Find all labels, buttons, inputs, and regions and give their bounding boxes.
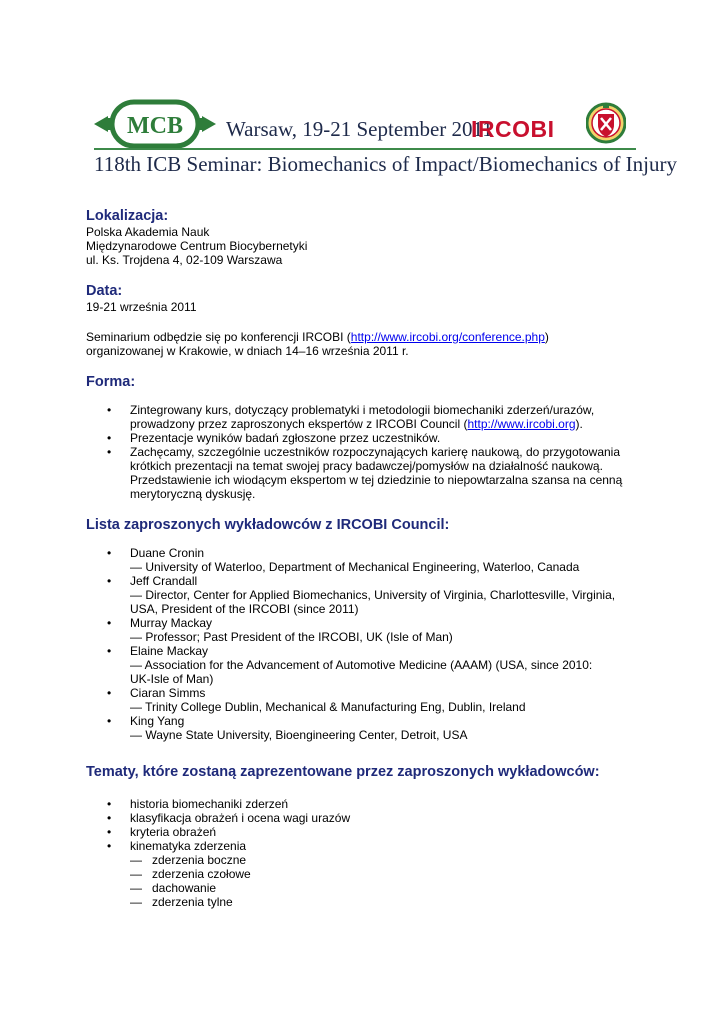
- bullet-icon: •: [107, 546, 112, 560]
- topic-subitem-text: zderzenia boczne: [152, 853, 247, 867]
- lecturers-heading: Lista zaproszonych wykładowców z IRCOBI Council:: [86, 517, 450, 533]
- date-note-text: Seminarium odbędzie się po konferencji IRCOBI (: [86, 330, 351, 344]
- ircobi-link[interactable]: http://www.ircobi.org: [467, 417, 576, 431]
- bullet-icon: •: [107, 445, 112, 459]
- form-item-text: prowadzony przez zaproszonych ekspertów z IRCOBI Council (: [130, 417, 468, 431]
- page-header: [94, 96, 636, 152]
- dash-icon: —: [130, 867, 142, 881]
- form-item-text: merytoryczną dyskusję.: [130, 487, 256, 501]
- topic-text: klasyfikacja obrażeń i ocena wagi urazów: [130, 811, 351, 825]
- date-note-text: ): [544, 330, 549, 344]
- location-line: Międzynarodowe Centrum Biocybernetyki: [86, 239, 308, 253]
- date-heading: Data:: [86, 283, 123, 299]
- header-rule: [94, 148, 636, 150]
- lecturer-affiliation: — Professor; Past President of the IRCOBI, UK (Isle of Man): [130, 630, 453, 644]
- bullet-icon: •: [107, 403, 112, 417]
- date-note-line: organizowanej w Krakowie, w dniach 14–16 września 2011 r.: [86, 344, 409, 358]
- topic-text: historia biomechaniki zderzeń: [130, 797, 289, 811]
- crest-icon: [586, 101, 626, 147]
- list-item: [86, 839, 646, 853]
- topics-heading: Tematy, które zostaną zaprezentowane przez zaproszonych wykładowców:: [86, 764, 600, 780]
- svg-text:MCB: MCB: [127, 113, 183, 139]
- list-item: [86, 811, 646, 825]
- form-item-text: Przedstawienie ich wiodącym ekspertom w tej dziedzinie to niepowtarzalna szansa na cenną: [130, 473, 623, 487]
- lecturer-name: Murray Mackay: [130, 616, 213, 630]
- seminar-title: 118th ICB Seminar: Biomechanics of Impact/Biomechanics of Injury: [94, 152, 678, 176]
- bullet-icon: •: [107, 839, 112, 853]
- lecturer-affiliation: — Wayne State University, Bioengineering Center, Detroit, USA: [130, 728, 468, 742]
- location-line: Polska Akademia Nauk: [86, 225, 210, 239]
- form-item-text: ).: [575, 417, 583, 431]
- mcb-logo: [94, 96, 216, 152]
- form-item-text: Prezentacje wyników badań zgłoszone przez uczestników.: [130, 431, 441, 445]
- list-item: [86, 616, 646, 644]
- topic-text: kryteria obrażeń: [130, 825, 217, 839]
- topic-subitem-text: zderzenia czołowe: [152, 867, 251, 881]
- topic-text: kinematyka zderzenia: [130, 839, 247, 853]
- lecturer-affiliation: — Director, Center for Applied Biomechanics, University of Virginia, Charlottesville, Virginia,: [130, 588, 616, 602]
- dash-icon: —: [130, 895, 142, 909]
- bullet-icon: •: [107, 811, 112, 825]
- form-item-text: Zachęcamy, szczególnie uczestników rozpoczynających karierę naukową, do przygotowania: [130, 445, 621, 459]
- topic-subitem: [86, 895, 646, 909]
- lecturers-list: [86, 546, 646, 742]
- header-date: Warsaw, 19-21 September 2011: [226, 117, 493, 141]
- list-item: [86, 431, 646, 445]
- ircobi-conference-link[interactable]: http://www.ircobi.org/conference.php: [350, 330, 545, 344]
- topic-subitem-text: zderzenia tylne: [152, 895, 233, 909]
- topic-subitem-text: dachowanie: [152, 881, 217, 895]
- topics-list: [86, 797, 646, 853]
- lecturer-affiliation: UK-Isle of Man): [130, 672, 214, 686]
- lecturer-name: Elaine Mackay: [130, 644, 209, 658]
- bullet-icon: •: [107, 574, 112, 588]
- document-content: [86, 206, 646, 909]
- list-item: [86, 825, 646, 839]
- lecturer-affiliation: — University of Waterloo, Department of Mechanical Engineering, Waterloo, Canada: [130, 560, 580, 574]
- date-note: [86, 330, 646, 344]
- list-item: [86, 574, 646, 616]
- form-list: [86, 403, 646, 501]
- topic-subitem: [86, 853, 646, 867]
- list-item: [86, 403, 646, 431]
- list-item: [86, 445, 646, 501]
- bullet-icon: •: [107, 825, 112, 839]
- bullet-icon: •: [107, 714, 112, 728]
- lecturer-name: Duane Cronin: [130, 546, 205, 560]
- list-item: [86, 546, 646, 574]
- location-heading: Lokalizacja:: [86, 208, 169, 224]
- lecturer-affiliation: USA, President of the IRCOBI (since 2011): [130, 602, 359, 616]
- list-item: [86, 797, 646, 811]
- lecturer-affiliation: — Trinity College Dublin, Mechanical & Manufacturing Eng, Dublin, Ireland: [130, 700, 526, 714]
- lecturer-affiliation: — Association for the Advancement of Automotive Medicine (AAAM) (USA, since 2010:: [130, 658, 593, 672]
- ircobi-logo: IRCOBI: [471, 116, 555, 142]
- topic-subitem: [86, 881, 646, 895]
- lecturer-name: Ciaran Simms: [130, 686, 206, 700]
- bullet-icon: •: [107, 616, 112, 630]
- form-item-text: Zintegrowany kurs, dotyczący problematyki i metodologii biomechaniki zderzeń/urazów,: [130, 403, 595, 417]
- bullet-icon: •: [107, 431, 112, 445]
- list-item: [86, 714, 646, 742]
- form-item-text: krótkich prezentacji na temat swojej pracy badawczej/pomysłów na działalność naukową.: [130, 459, 603, 473]
- bullet-icon: •: [107, 797, 112, 811]
- bullet-icon: •: [107, 686, 112, 700]
- topic-subitem: [86, 867, 646, 881]
- lecturer-name: King Yang: [130, 714, 185, 728]
- form-heading: Forma:: [86, 374, 136, 390]
- lecturer-name: Jeff Crandall: [130, 574, 198, 588]
- date-value: 19-21 września 2011: [86, 300, 197, 314]
- location-line: ul. Ks. Trojdena 4, 02-109 Warszawa: [86, 253, 283, 267]
- list-item: [86, 644, 646, 686]
- bullet-icon: •: [107, 644, 112, 658]
- dash-icon: —: [130, 853, 142, 867]
- list-item: [86, 686, 646, 714]
- dash-icon: —: [130, 881, 142, 895]
